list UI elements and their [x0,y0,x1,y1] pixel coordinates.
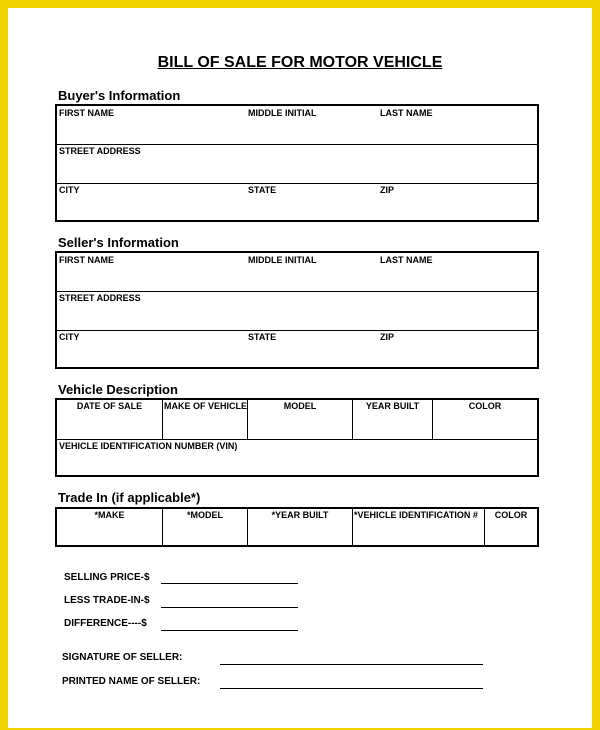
buyer-last-name-field[interactable]: LAST NAME [380,108,433,118]
buyer-state-field[interactable]: STATE [248,185,277,195]
buyer-street-address-field[interactable]: STREET ADDRESS [59,146,141,156]
trade-in-year-built-cell[interactable] [247,509,352,545]
vehicle-make-label: MAKE OF VEHICLE [164,401,247,411]
vehicle-year-built-cell[interactable] [352,400,432,439]
buyer-city-field[interactable]: CITY [59,185,80,195]
trade-in-color-label: COLOR [494,510,528,520]
buyer-address-row [57,144,537,183]
document-title: BILL OF SALE FOR MOTOR VEHICLE [157,54,443,71]
buyer-first-name-field[interactable]: FIRST NAME [59,108,114,118]
vehicle-box [55,398,539,477]
less-trade-in-label: LESS TRADE-IN-$ [64,595,150,606]
printed-name-label: PRINTED NAME OF SELLER: [62,676,201,687]
trade-in-make-cell[interactable] [57,509,162,545]
seller-first-name-field[interactable]: FIRST NAME [59,255,114,265]
vehicle-year-built-label: YEAR BUILT [365,401,420,411]
buyer-name-row [57,106,537,144]
buyer-city-row [57,183,537,220]
trade-in-color-cell[interactable] [484,509,537,545]
seller-box [55,251,539,369]
seller-state-field[interactable]: STATE [248,332,277,342]
vehicle-vin-label: VEHICLE IDENTIFICATION NUMBER (VIN) [59,441,238,451]
vehicle-color-label: COLOR [468,401,502,411]
trade-in-columns-row [57,509,537,545]
vehicle-date-of-sale-cell[interactable] [57,400,162,439]
seller-city-field[interactable]: CITY [59,332,80,342]
printed-name-line[interactable] [220,688,483,689]
vehicle-date-of-sale-label: DATE OF SALE [76,401,143,411]
trade-in-model-label: *MODEL [187,510,223,520]
seller-city-row [57,330,537,367]
trade-in-vin-label: *VEHICLE IDENTIFICATION # [354,510,478,520]
seller-signature-label: SIGNATURE OF SELLER: [62,652,183,663]
seller-signature-line[interactable] [220,664,483,665]
vehicle-model-cell[interactable] [247,400,352,439]
trade-in-vin-cell[interactable] [352,509,484,545]
trade-in-box [55,507,539,547]
seller-heading: Seller's Information [58,235,179,250]
seller-last-name-field[interactable]: LAST NAME [380,255,433,265]
selling-price-line[interactable] [161,583,298,584]
vehicle-color-cell[interactable] [432,400,537,439]
seller-zip-field[interactable]: ZIP [380,332,395,342]
buyer-heading: Buyer's Information [58,88,181,103]
trade-in-year-built-label: *YEAR BUILT [271,510,329,520]
vehicle-vin-row[interactable] [57,439,537,475]
buyer-zip-field[interactable]: ZIP [380,185,395,195]
vehicle-make-cell[interactable] [162,400,247,439]
less-trade-in-line[interactable] [161,607,298,608]
seller-middle-initial-field[interactable]: MIDDLE INITIAL [248,255,317,265]
difference-label: DIFFERENCE----$ [64,618,147,629]
seller-address-row [57,291,537,330]
difference-line[interactable] [161,630,298,631]
seller-name-row [57,253,537,291]
buyer-middle-initial-field[interactable]: MIDDLE INITIAL [248,108,317,118]
buyer-box [55,104,539,222]
trade-in-heading: Trade In (if applicable*) [58,490,201,505]
seller-street-address-field[interactable]: STREET ADDRESS [59,293,141,303]
vehicle-heading: Vehicle Description [58,382,178,397]
selling-price-label: SELLING PRICE-$ [64,572,150,583]
trade-in-make-label: *MAKE [94,510,125,520]
vehicle-columns-row [57,400,537,439]
trade-in-model-cell[interactable] [162,509,247,545]
vehicle-model-label: MODEL [283,401,317,411]
